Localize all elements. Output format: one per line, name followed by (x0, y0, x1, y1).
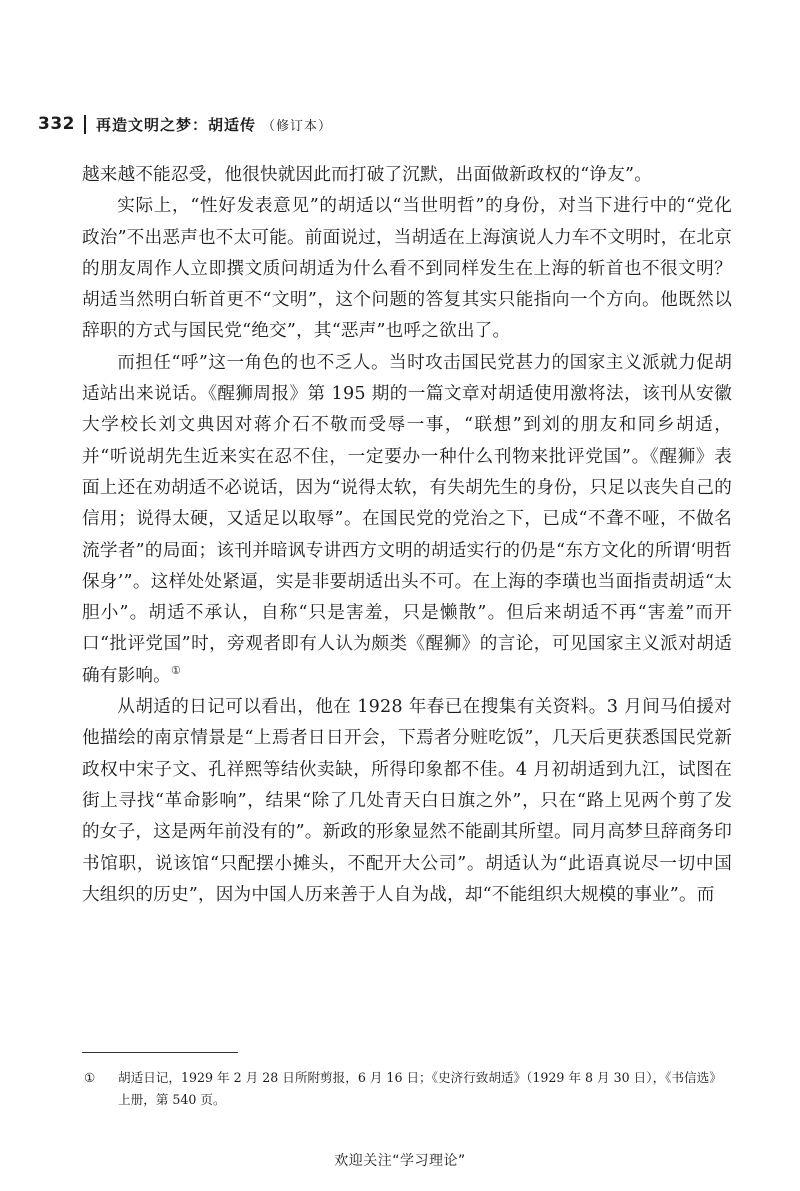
running-header (38, 112, 332, 136)
footnote-divider (82, 1052, 238, 1053)
footnote (82, 1067, 734, 1111)
footnote-text: 胡适日记，1929 年 2 月 28 日所附剪报，6 月 16 日；《史济行致胡适》（1929 年 8 月 30 日），《书信选》上册，第 540 页。 (118, 1070, 722, 1107)
paragraph-text: 而担任“呼”这一角色的也不乏人。当时攻击国民党甚力的国家主义派就力促胡适站出来说话。《醒狮周报》第 195 期的一篇文章对胡适使用激将法，该刊从安徽大学校长刘文典因对蒋介石不敬而受辱一事，“联想”到刘的朋友和同乡胡适，并“听说胡先生近来实在忍不住，一定要办一种什么刊物来批评党国”。《醒狮》表面上还在劝胡适不必说话，因为“说得太软，有失胡先生的身份，只足以丧失自己的信用；说得太硬，又适足以取辱”。在国民党的党治之下，已成“不聋不哑，不做名流学者”的局面；该刊并暗讽专讲西方文明的胡适实行的仍是“东方文化的所谓‘明哲保身’”。这样处处紧逼，实是非要胡适出头不可。在上海的李璜也当面指责胡适“太胆小”。胡适不承认，自称“只是害羞，只是懒散”。但后来胡适不再“害羞”而开口“批评党国”时，旁观者即有人认为颇类《醒狮》的言论，可见国家主义派对胡适确有影响。 (82, 352, 732, 686)
footnote-marker: ① (84, 1070, 96, 1085)
page-number: 332 (38, 114, 75, 134)
paragraph-continued: 越来越不能忍受，他很快就因此而打破了沉默，出面做新政权的“诤友”。 (82, 165, 652, 185)
body-text (82, 160, 732, 911)
page-footer: 欢迎关注“学习理论” (334, 1153, 466, 1169)
paragraph: 从胡适的日记可以看出，他在 1928 年春已在搜集有关资料。3 月间马伯援对他描绘的南京情景是“上焉者日日开会，下焉者分赃吃饭”，几天后更获悉国民党新政权中宋子文、孔祥熙等结伙卖缺，所得印象都不佳。4 月初胡适到九江，试图在街上寻找“革命影响”，结果“除了几处青天白日旗之外”，只在“路上见两个剪了发的女子，这是两年前没有的”。新政的形象显然不能副其所望。同月高梦旦辞商务印书馆职，说该馆“只配摆小摊头，不配开大公司”。胡适认为“此语真说尽一切中国大组织的历史”，因为中国人历来善于人自为战，却“不能组织大规模的事业”。而 (82, 697, 732, 905)
paragraph: 实际上，“性好发表意见”的胡适以“当世明哲”的身份，对当下进行中的“党化政治”不出恶声也不太可能。前面说过，当胡适在上海演说人力车不文明时，在北京的朋友周作人立即撰文质问胡适为什么看不到同样发生在上海的斩首也不很文明？胡适当然明白斩首更不“文明”，这个问题的答复其实只能指向一个方向。他既然以辞职的方式与国民党“绝交”，其“恶声”也呼之欲出了。 (82, 196, 732, 342)
header-divider (84, 115, 86, 134)
book-edition: （修订本） (262, 118, 333, 134)
book-title: 再造文明之梦：胡适传 (96, 115, 257, 134)
paragraph (82, 348, 732, 692)
footnote-reference: ① (170, 663, 182, 677)
